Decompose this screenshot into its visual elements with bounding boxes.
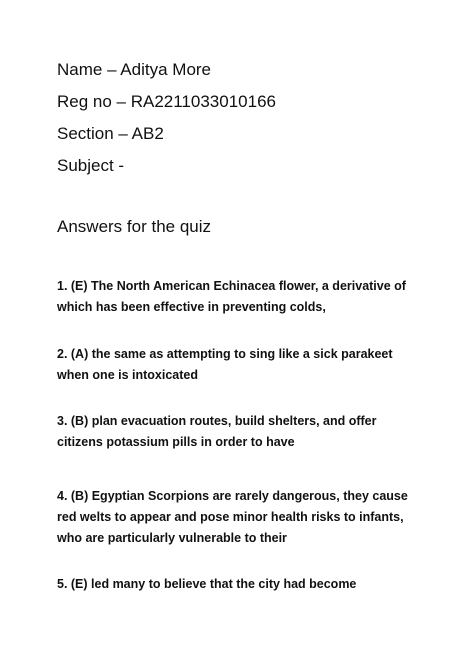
answer-line: 5. (E) led many to believe that the city had become [57,577,357,591]
answer-line: who are particularly vulnerable to their [57,531,287,545]
answer-5 [57,574,457,595]
answer-line: red welts to appear and pose minor health risks to infants, [57,510,404,524]
answer-2 [57,344,457,386]
answer-4 [57,486,457,549]
subject-label: Subject - [57,156,125,175]
answer-1 [57,276,457,318]
answer-line: 1. (E) The North American Echinacea flower, a derivative of [57,279,406,293]
quiz-title: Answers for the quiz [57,217,212,236]
answer-line: citizens potassium pills in order to have [57,435,295,449]
student-name: Name – Aditya More [57,60,212,79]
answer-line: when one is intoxicated [57,368,198,382]
answer-line: 3. (B) plan evacuation routes, build shelters, and offer [57,414,377,428]
answer-line: which has been effective in preventing colds, [57,300,326,314]
answer-line: 2. (A) the same as attempting to sing like a sick parakeet [57,347,393,361]
section-label: Section – AB2 [57,124,164,143]
answer-line: 4. (B) Egyptian Scorpions are rarely dangerous, they cause [57,489,408,503]
registration-number: Reg no – RA2211033010166 [57,92,276,111]
answer-3 [57,411,457,453]
